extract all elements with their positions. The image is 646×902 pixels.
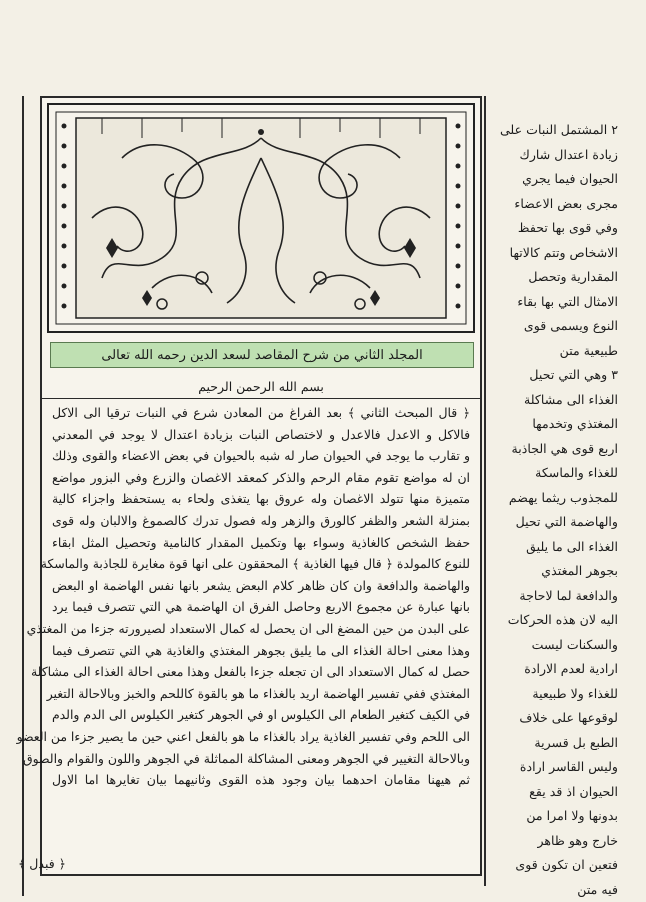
margin-line: والدافعة لما لاحاجة <box>519 587 618 603</box>
margin-line: الغذاء الى ما يليق <box>526 538 618 554</box>
margin-line: المغتذي وتخدمها <box>532 416 618 431</box>
ornamental-headpiece <box>42 98 480 338</box>
text-line: بمنزلة الشعر والظفر كالورق والزهر وله فصول تدرك كالصموغ والالبان وله قوى <box>52 512 470 528</box>
margin-line: زيادة اعتدال شارك <box>519 146 618 162</box>
margin-line: الغذاء الى مشاكلة <box>523 391 618 407</box>
text-line: ان له مواضع تقوم مقام الرحم والذكر كمعقد الاغصان والزرع وفي البزور مواضع <box>52 469 470 485</box>
margin-line: فتعين ان تكون قوى <box>515 857 618 872</box>
text-line: ثم هيهنا مقامان احدهما بيان وجود هذه القوى وثانيهما بيان تغايرها اما الاول <box>52 772 470 788</box>
margin-line: الامثال التي بها بقاء <box>517 293 618 309</box>
main-text-frame <box>16 96 482 876</box>
margin-line: النوع ويسمى قوى <box>523 318 618 333</box>
margin-line: الطبع بل قسرية <box>534 734 618 750</box>
text-line: في الكيف كتغير الطعام الى الكيلوس او في الجوهر كتغير الكيلوس الى الدم والدم <box>52 707 470 723</box>
margin-line: لوقوعها على خلاف <box>519 710 618 725</box>
margin-commentary <box>490 118 618 897</box>
margin-line: المقدارية وتحصل <box>528 269 618 284</box>
margin-line: الحيوان فيما يجري <box>522 171 618 186</box>
text-line: المغتذي ففي تفسير الهاضمة اريد بالغذاء ما هو بالقوة كاللحم والخبز وبالاحالة التغير <box>46 685 470 701</box>
text-line: والهاضمة والدافعة وان كان ظاهر كلام البعض يشعر بانها نفس الهاضمة او البعض <box>52 577 470 593</box>
text-line: للنوع كالمولدة ﴿ قال فيها الغاذية ﴾ المحققون على انها قوة مغايرة للجاذبة والماسكة <box>40 556 470 572</box>
margin-line: اربع قوى هي الجاذبة <box>511 440 618 456</box>
margin-line: اليه لان هذه الحركات <box>507 612 618 627</box>
margin-line: والهاضمة التي تحيل <box>515 514 618 529</box>
margin-line: طبيعية متن <box>559 342 618 358</box>
text-line: وهذا معنى احالة الغذاء الى ما يليق بجوهر المغتذي والغاذية هي التي تتصرف فيما <box>52 642 470 658</box>
margin-line: ارادية لعدم الارادة <box>524 661 618 676</box>
margin-line: للغذاء ولا طبيعية <box>532 685 618 701</box>
catchword: ﴿ فبدل ﴾ <box>18 856 66 871</box>
margin-line: الحيوان اذ قد يقع <box>529 783 618 799</box>
margin-line: ٣ وهي التي تحيل <box>529 367 618 382</box>
margin-line: للغذاء والماسكة <box>535 465 618 480</box>
margin-line: خارج وهو ظاهر <box>537 832 618 848</box>
text-line: حصل له كمال الاستعداد الى ان تجعله جزءا بالفعل وهذا معنى احالة الغذاء الى مشاكلة <box>31 664 470 680</box>
text-line: و تقارب ما يوجد في الحيوان صار له شبه بالحيوان في بعض الاعضاء والقوى وذلك <box>52 448 470 464</box>
margin-line: وليس القاسر ارادة <box>519 759 618 774</box>
main-body-text <box>16 402 470 850</box>
text-line: حفظ الشخص كالغاذية وسواء بها وتكميل المقدار كالنامية وتحصيل المثل ابقاء <box>52 534 470 550</box>
text-line: الى اللحم وفي تفسير الغاذية يراد بالغذاء ما هو بالفعل اعني حين ما يصير جزءا من العضو <box>16 728 470 744</box>
margin-line: فيه متن <box>577 881 618 897</box>
text-line: وبالاحالة التغيير في الجوهر ومعنى المشاكلة المماثلة في الجوهر واللون والقوام والصوق <box>23 750 470 766</box>
margin-line: وفي قوى بها تحفظ <box>517 220 618 235</box>
text-line: متميزة منها تتولد الاغصان وله عروق بها يتغذى ولحاء به يستحفظ واجزاء كالية <box>52 491 470 507</box>
basmala: بسم الله الرحمن الرحيم <box>42 374 480 399</box>
text-line: فالاكل و الاعدل فالاعدل و لاختصاص النبات بزيادة اعتدال لا يوجد في المعدني <box>52 426 470 442</box>
margin-line: بجوهر المغتذي <box>541 563 618 578</box>
left-edge-rule <box>22 96 24 896</box>
margin-rule <box>484 96 486 886</box>
text-line: على البدن من حين المضغ الى ان يحصل له كمال الاستعداد لصيرورته جزءا من المغتذي <box>26 620 470 636</box>
text-line: بانها عبارة عن مجموع الاربع وحاصل الفرق ان الهاضمة هي التي تتصرف فيما يرد <box>52 599 470 615</box>
margin-line: مجرى بعض الاعضاء <box>514 195 618 211</box>
text-line: ﴿ قال المبحث الثاني ﴾ بعد الفراغ من المعادن شرع في النبات ترقيا الى الاكل <box>52 405 470 420</box>
margin-line: الاشخاص وتتم كالاتها <box>509 244 618 260</box>
margin-line: بدونها ولا امرا من <box>526 808 618 823</box>
margin-line: ٢ المشتمل النبات على <box>499 122 618 137</box>
volume-title: المجلد الثاني من شرح المقاصد لسعد الدين رحمه الله تعالى <box>50 342 474 368</box>
margin-line: للمجذوب ريثما يهضم <box>508 489 618 505</box>
margin-line: والسكنات ليست <box>531 636 618 652</box>
